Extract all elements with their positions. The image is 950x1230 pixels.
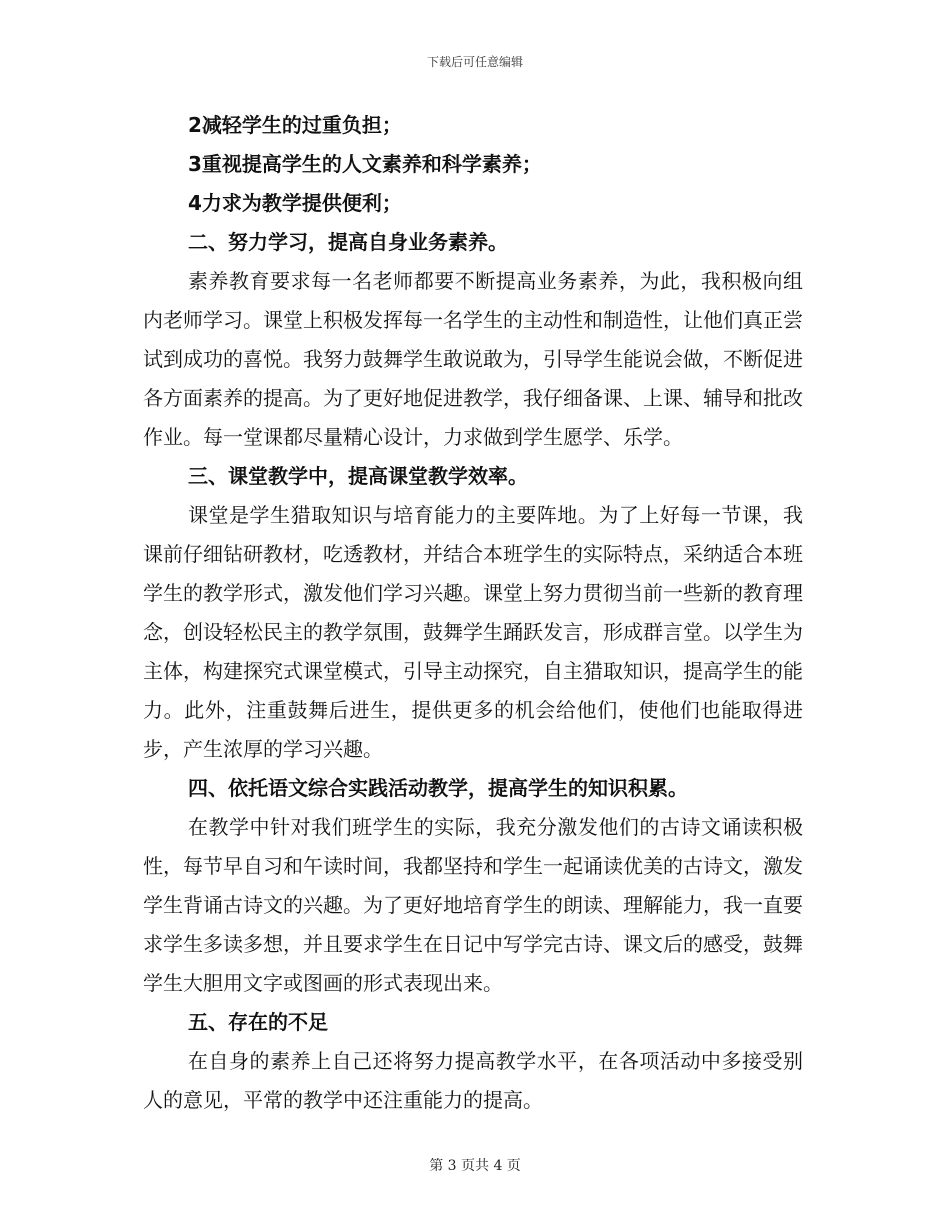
list-item: 3重视提高学生的人文素养和科学素养； <box>188 152 542 176</box>
page-footer: 第 3 页共 4 页 <box>429 1158 521 1174</box>
section-paragraph: 在教学中针对我们班学生的实际，我充分激发他们的古诗文诵读积极性，每节早自习和午读时间，我都坚持和学生一起诵读优美的古诗文，激发学生背诵古诗文的兴趣。为了更好地培育学生的朗读、理解能力，我一直要求学生多读多想，并且要求学生在日记中写学完古诗、课文后的感受，鼓舞学生大胆用文字或图画的形式表现出来。 <box>143 815 803 995</box>
section-heading: 二、努力学习，提高自身业务素养。 <box>188 230 508 254</box>
list-item: 2减轻学生的过重负担； <box>188 113 402 137</box>
list-item: 4力求为教学提供便利； <box>188 191 402 215</box>
section-paragraph: 在自身的素养上自己还将努力提高教学水平，在各项活动中多接受别人的意见，平常的教学中还注重能力的提高。 <box>143 1049 803 1112</box>
section-heading: 五、存在的不足 <box>188 1010 328 1034</box>
section-paragraph: 课堂是学生猎取知识与培育能力的主要阵地。为了上好每一节课，我课前仔细钻研教材，吃透教材，并结合本班学生的实际特点，采纳适合本班学生的教学形式，激发他们学习兴趣。课堂上努力贯彻当前一些新的教育理念，创设轻松民主的教学氛围，鼓舞学生踊跃发言，形成群言堂。以学生为主体，构建探究式课堂模式，引导主动探究，自主猎取知识，提高学生的能力。此外，注重鼓舞后进生，提供更多的机会给他们，使他们也能取得进步，产生浓厚的学习兴趣。 <box>143 503 803 761</box>
page-header: 下载后可任意编辑 <box>426 55 523 69</box>
section-paragraph: 素养教育要求每一名老师都要不断提高业务素养，为此，我积极向组内老师学习。课堂上积极发挥每一名学生的主动性和制造性，让他们真正尝试到成功的喜悦。我努力鼓舞学生敢说敢为，引导学生能说会做，不断促进各方面素养的提高。为了更好地促进教学，我仔细备课、上课、辅导和批改作业。每一堂课都尽量精心设计，力求做到学生愿学、乐学。 <box>143 269 803 449</box>
section-heading: 四、依托语文综合实践活动教学，提高学生的知识积累。 <box>188 776 688 800</box>
section-heading: 三、课堂教学中，提高课堂教学效率。 <box>188 464 528 488</box>
document-body <box>143 106 803 1120</box>
